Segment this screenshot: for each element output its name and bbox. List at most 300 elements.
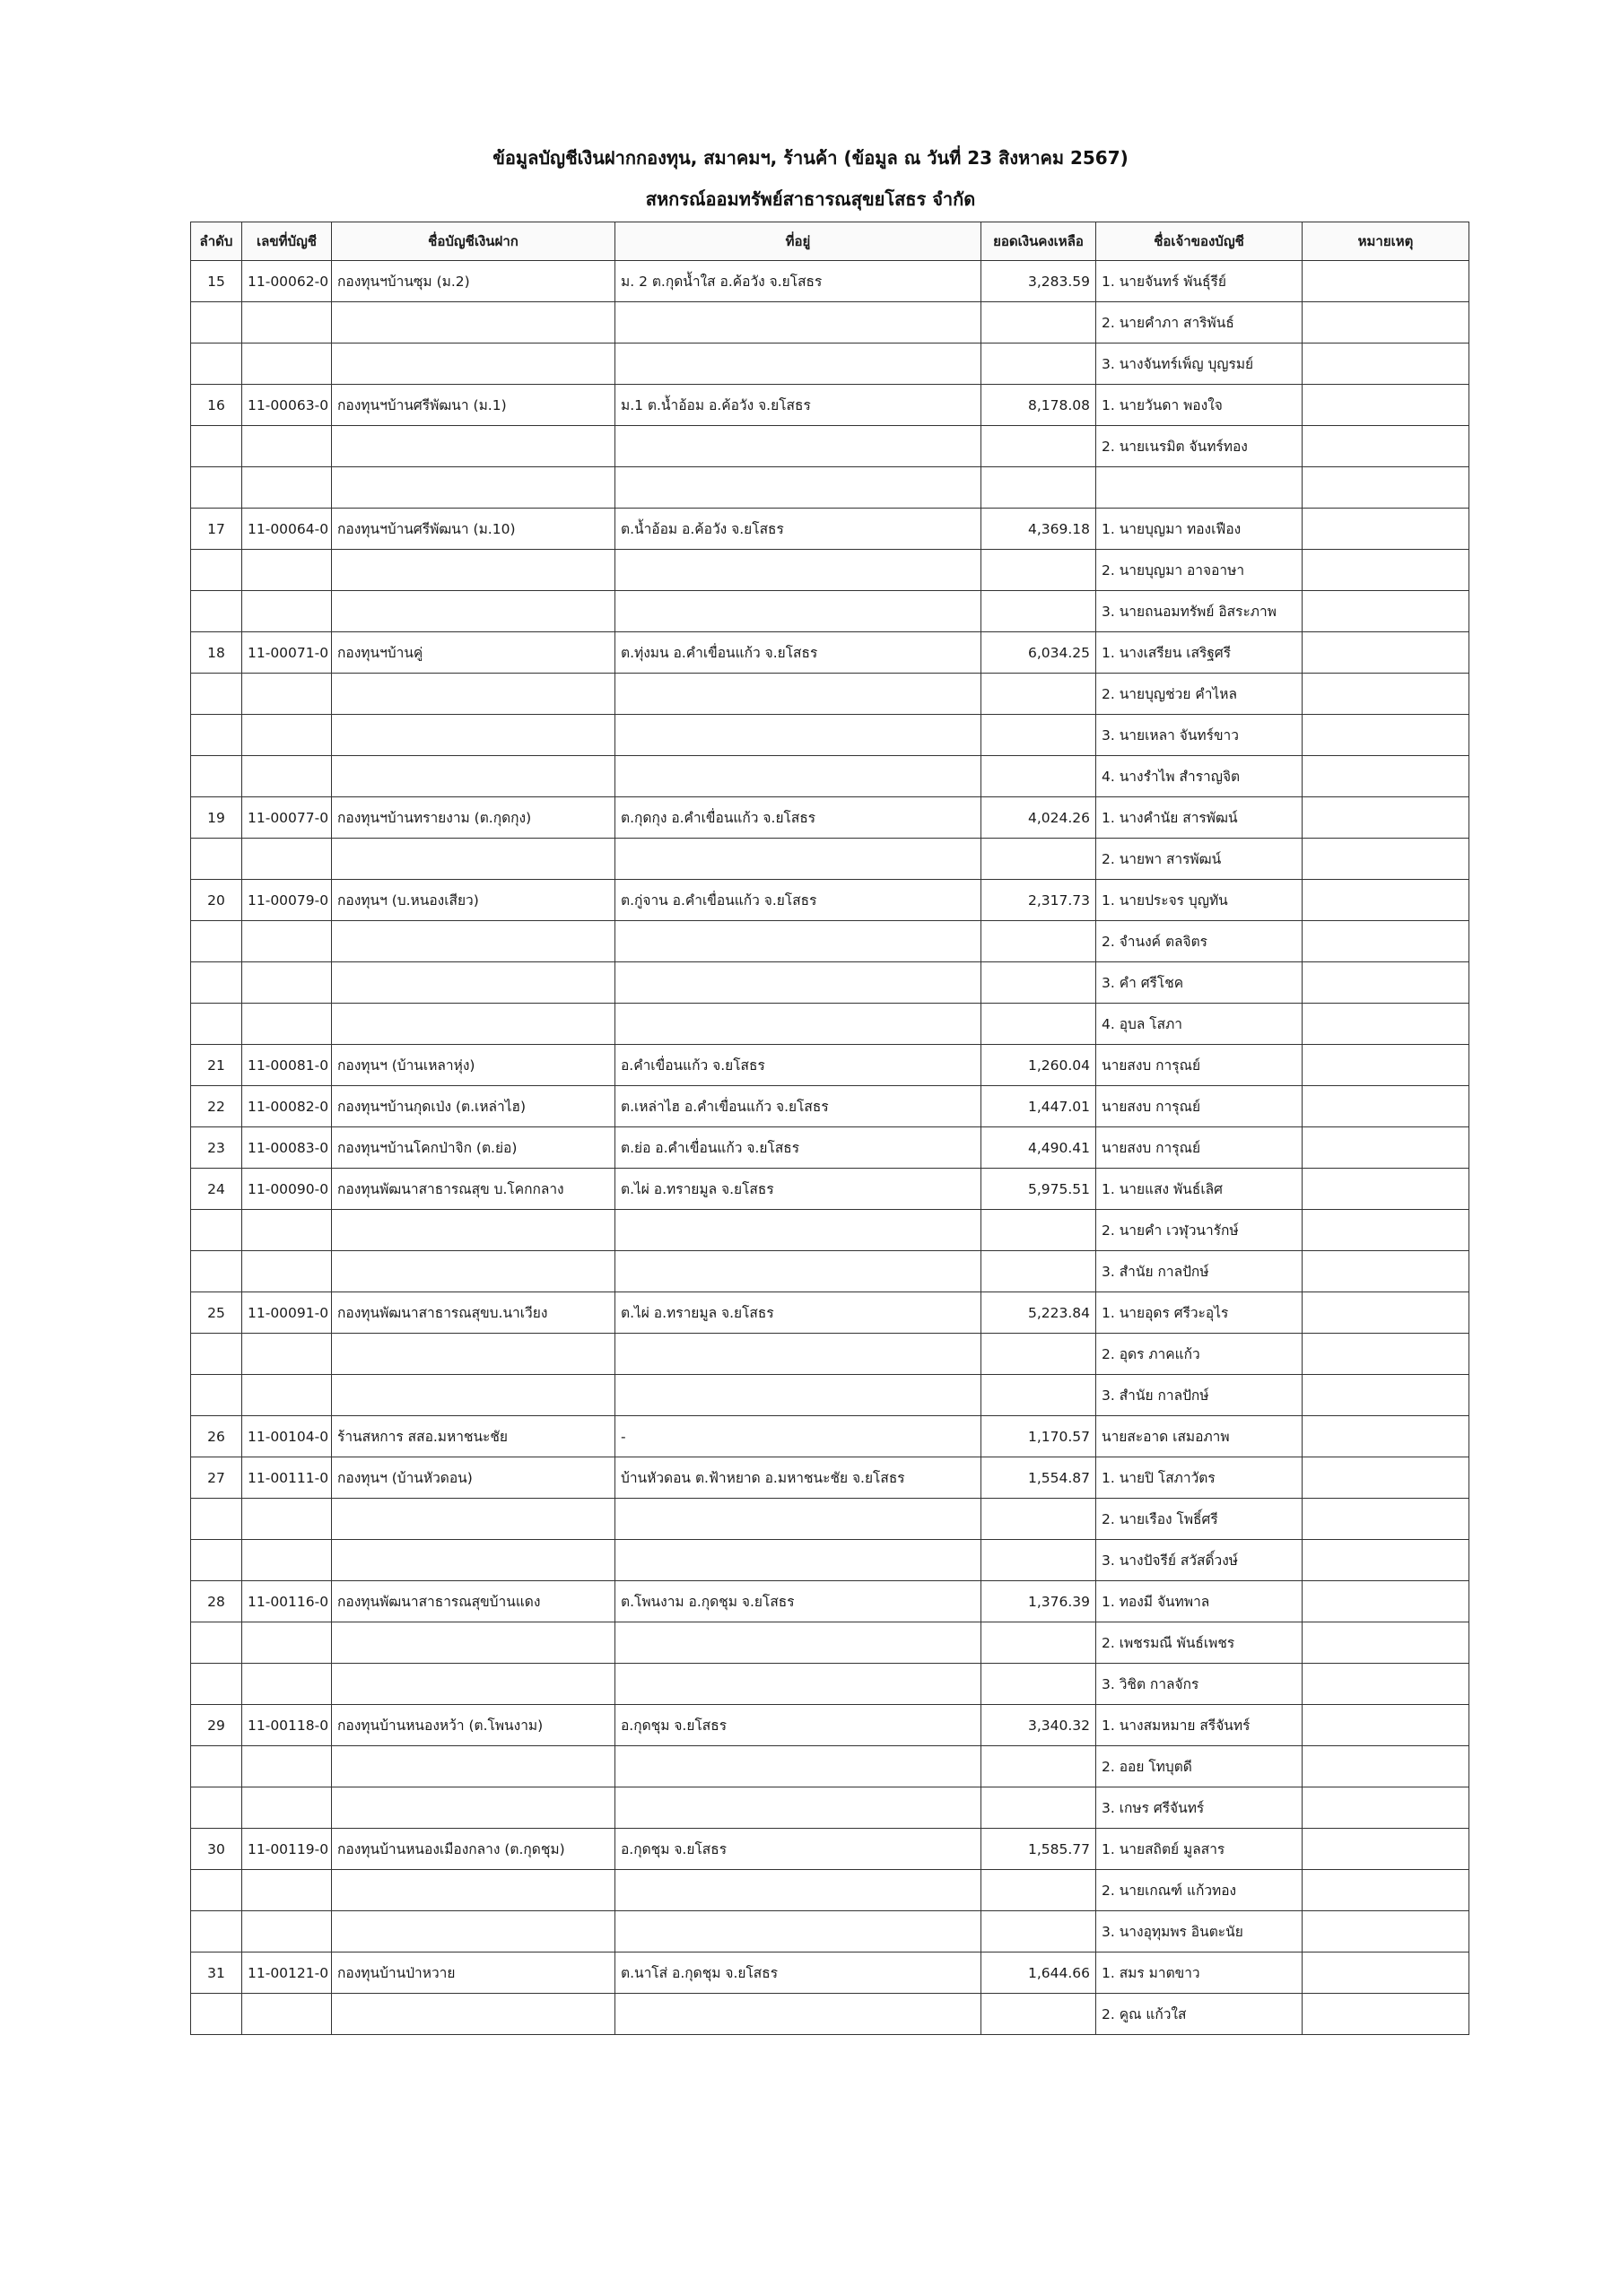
cell-owner: 1. นายวันดา พองใจ <box>1096 385 1303 426</box>
cell-address <box>615 1334 981 1375</box>
cell-account-no <box>242 715 332 756</box>
table-row <box>191 591 1469 632</box>
cell-remark <box>1303 1210 1469 1251</box>
cell-account-no: 11-00062-0 <box>242 261 332 302</box>
table-row <box>191 839 1469 880</box>
cell-balance <box>981 839 1096 880</box>
cell-account-name <box>332 1870 615 1911</box>
cell-owner: 2. เพชรมณี พันธ์เพชร <box>1096 1622 1303 1664</box>
cell-owner: 1. นายสถิตย์ มูลสาร <box>1096 1829 1303 1870</box>
cell-account-name <box>332 1334 615 1375</box>
cell-no <box>191 1664 242 1705</box>
cell-balance <box>981 1994 1096 2035</box>
cell-account-name <box>332 591 615 632</box>
cell-remark <box>1303 1169 1469 1210</box>
cell-no <box>191 591 242 632</box>
cell-balance <box>981 674 1096 715</box>
cell-account-no <box>242 674 332 715</box>
cell-address: ต.น้ำอ้อม อ.ค้อวัง จ.ยโสธร <box>615 509 981 550</box>
cell-owner: 3. นางปัจรีย์ สวัสดิ์วงษ์ <box>1096 1540 1303 1581</box>
cell-balance: 4,369.18 <box>981 509 1096 550</box>
cell-account-no <box>242 839 332 880</box>
cell-account-name: กองทุนฯ (บ้านเหลาหุ่ง) <box>332 1045 615 1086</box>
cell-address: ต.นาโส่ อ.กุดชุม จ.ยโสธร <box>615 1952 981 1994</box>
cell-account-no: 11-00119-0 <box>242 1829 332 1870</box>
cell-account-name <box>332 1210 615 1251</box>
cell-no <box>191 1334 242 1375</box>
cell-no: 18 <box>191 632 242 674</box>
cell-balance <box>981 756 1096 797</box>
cell-account-no <box>242 1664 332 1705</box>
cell-account-no: 11-00081-0 <box>242 1045 332 1086</box>
cell-account-name <box>332 921 615 962</box>
cell-no <box>191 839 242 880</box>
table-row <box>191 1499 1469 1540</box>
cell-balance <box>981 467 1096 509</box>
cell-balance <box>981 344 1096 385</box>
cell-owner: 1. นางคำนัย สารพัฒน์ <box>1096 797 1303 839</box>
table-row <box>191 1416 1469 1457</box>
cell-account-name: กองทุนฯบ้านศรีพัฒนา (ม.1) <box>332 385 615 426</box>
cell-account-no <box>242 1870 332 1911</box>
cell-balance <box>981 1622 1096 1664</box>
cell-no: 20 <box>191 880 242 921</box>
cell-account-name <box>332 715 615 756</box>
cell-address: ต.กู่จาน อ.คำเขื่อนแก้ว จ.ยโสธร <box>615 880 981 921</box>
cell-address: - <box>615 1416 981 1457</box>
cell-remark <box>1303 1911 1469 1952</box>
cell-remark <box>1303 1045 1469 1086</box>
col-header-remark: หมายเหตุ <box>1303 222 1469 261</box>
cell-address: อ.คำเขื่อนแก้ว จ.ยโสธร <box>615 1045 981 1086</box>
cell-remark <box>1303 1829 1469 1870</box>
cell-remark <box>1303 1870 1469 1911</box>
accounts-table <box>190 222 1469 2035</box>
cell-account-name <box>332 1499 615 1540</box>
cell-balance: 1,554.87 <box>981 1457 1096 1499</box>
cell-owner: 3. นางจันทร์เพ็ญ บุญรมย์ <box>1096 344 1303 385</box>
cell-owner: 3. เกษร ศรีจันทร์ <box>1096 1787 1303 1829</box>
cell-account-no: 11-00082-0 <box>242 1086 332 1127</box>
cell-account-name <box>332 1994 615 2035</box>
cell-no <box>191 1746 242 1787</box>
cell-address: ต.ย่อ อ.คำเขื่อนแก้ว จ.ยโสธร <box>615 1127 981 1169</box>
cell-no: 22 <box>191 1086 242 1127</box>
cell-no <box>191 1911 242 1952</box>
cell-address <box>615 1375 981 1416</box>
cell-owner: 1. นางเสรียน เสริฐศรี <box>1096 632 1303 674</box>
cell-remark <box>1303 1416 1469 1457</box>
cell-address: ต.โพนงาม อ.กุดชุม จ.ยโสธร <box>615 1581 981 1622</box>
cell-account-name: กองทุนบ้านป่าหวาย <box>332 1952 615 1994</box>
cell-address <box>615 1622 981 1664</box>
cell-account-name: กองทุนฯบ้านซุม (ม.2) <box>332 261 615 302</box>
cell-no <box>191 1787 242 1829</box>
cell-remark <box>1303 467 1469 509</box>
cell-owner: 3. คำ ศรีโชค <box>1096 962 1303 1004</box>
table-row <box>191 467 1469 509</box>
table-row <box>191 1870 1469 1911</box>
cell-no <box>191 1994 242 2035</box>
table-row <box>191 1086 1469 1127</box>
cell-account-no <box>242 1746 332 1787</box>
table-row <box>191 550 1469 591</box>
table-row <box>191 1705 1469 1746</box>
cell-owner: 1. นางสมหมาย สรีจันทร์ <box>1096 1705 1303 1746</box>
cell-account-no: 11-00118-0 <box>242 1705 332 1746</box>
cell-balance <box>981 715 1096 756</box>
cell-remark <box>1303 1705 1469 1746</box>
cell-balance: 3,283.59 <box>981 261 1096 302</box>
cell-account-no <box>242 1787 332 1829</box>
cell-account-name: กองทุนฯบ้านกุดเป่ง (ต.เหล่าไฮ) <box>332 1086 615 1127</box>
cell-account-name <box>332 839 615 880</box>
cell-account-name <box>332 426 615 467</box>
table-row <box>191 1540 1469 1581</box>
cell-account-name: กองทุนฯบ้านโคกป่าจิก (ต.ย่อ) <box>332 1127 615 1169</box>
table-row <box>191 1334 1469 1375</box>
cell-account-no: 11-00063-0 <box>242 385 332 426</box>
cell-balance <box>981 550 1096 591</box>
cell-balance <box>981 1499 1096 1540</box>
table-row <box>191 1911 1469 1952</box>
cell-address: ต.ไผ่ อ.ทรายมูล จ.ยโสธร <box>615 1169 981 1210</box>
table-row <box>191 674 1469 715</box>
cell-balance: 1,260.04 <box>981 1045 1096 1086</box>
cell-remark <box>1303 797 1469 839</box>
cell-owner: 3. วิชิต กาลจักร <box>1096 1664 1303 1705</box>
cell-owner: 2. นายพา สารพัฒน์ <box>1096 839 1303 880</box>
cell-address: บ้านหัวดอน ต.ฟ้าหยาด อ.มหาชนะชัย จ.ยโสธร <box>615 1457 981 1499</box>
cell-owner: 1. นายบุญมา ทองเฟือง <box>1096 509 1303 550</box>
cell-no <box>191 1210 242 1251</box>
table-row <box>191 509 1469 550</box>
cell-address: อ.กุดชุม จ.ยโสธร <box>615 1705 981 1746</box>
cell-no <box>191 1375 242 1416</box>
cell-no: 25 <box>191 1292 242 1334</box>
cell-owner: นายสงบ การุณย์ <box>1096 1127 1303 1169</box>
cell-no <box>191 1540 242 1581</box>
table-row <box>191 1787 1469 1829</box>
cell-account-name: กองทุนฯบ้านศรีพัฒนา (ม.10) <box>332 509 615 550</box>
table-row <box>191 1004 1469 1045</box>
cell-account-no <box>242 1499 332 1540</box>
cell-remark <box>1303 1334 1469 1375</box>
cell-address <box>615 756 981 797</box>
cell-owner: นายสงบ การุณย์ <box>1096 1045 1303 1086</box>
cell-owner: 2. คูณ แก้วใส <box>1096 1994 1303 2035</box>
cell-balance: 2,317.73 <box>981 880 1096 921</box>
cell-account-name: กองทุนพัฒนาสาธารณสุขบ.นาเวียง <box>332 1292 615 1334</box>
cell-balance <box>981 1004 1096 1045</box>
cell-remark <box>1303 344 1469 385</box>
table-row <box>191 1127 1469 1169</box>
cell-address <box>615 344 981 385</box>
table-row <box>191 1457 1469 1499</box>
cell-account-no <box>242 344 332 385</box>
cell-address <box>615 1004 981 1045</box>
cell-owner: 3. นางอุทุมพร อินตะนัย <box>1096 1911 1303 1952</box>
cell-balance <box>981 962 1096 1004</box>
cell-remark <box>1303 261 1469 302</box>
cell-no: 28 <box>191 1581 242 1622</box>
table-row <box>191 1169 1469 1210</box>
cell-account-no <box>242 467 332 509</box>
table-row <box>191 1210 1469 1251</box>
cell-balance <box>981 1746 1096 1787</box>
cell-account-no: 11-00077-0 <box>242 797 332 839</box>
cell-balance <box>981 921 1096 962</box>
cell-remark <box>1303 1251 1469 1292</box>
cell-account-name: กองทุนฯบ้านทรายงาม (ต.กุดกุง) <box>332 797 615 839</box>
table-row <box>191 385 1469 426</box>
cell-address <box>615 962 981 1004</box>
table-row <box>191 632 1469 674</box>
cell-address <box>615 1787 981 1829</box>
cell-owner: 3. นายถนอมทรัพย์ อิสระภาพ <box>1096 591 1303 632</box>
cell-no: 26 <box>191 1416 242 1457</box>
cell-no <box>191 302 242 344</box>
cell-owner: 4. อุบล โสภา <box>1096 1004 1303 1045</box>
cell-account-name <box>332 1787 615 1829</box>
cell-account-no <box>242 921 332 962</box>
cell-owner: 3. นายเหลา จันทร์ขาว <box>1096 715 1303 756</box>
cell-account-name: กองทุนบ้านหนองเมืองกลาง (ต.กุดชุม) <box>332 1829 615 1870</box>
cell-balance <box>981 302 1096 344</box>
cell-account-name: กองทุนพัฒนาสาธารณสุขบ้านแดง <box>332 1581 615 1622</box>
cell-owner: 1. นายแสง พันธ์เลิศ <box>1096 1169 1303 1210</box>
cell-account-no: 11-00116-0 <box>242 1581 332 1622</box>
table-row <box>191 1952 1469 1994</box>
cell-owner: นายสะอาด เสมอภาพ <box>1096 1416 1303 1457</box>
table-row <box>191 1045 1469 1086</box>
cell-address <box>615 426 981 467</box>
cell-address: อ.กุดชุม จ.ยโสธร <box>615 1829 981 1870</box>
cell-no <box>191 467 242 509</box>
cell-owner <box>1096 467 1303 509</box>
table-row <box>191 1994 1469 2035</box>
cell-account-no: 11-00111-0 <box>242 1457 332 1499</box>
cell-account-no <box>242 756 332 797</box>
cell-balance: 3,340.32 <box>981 1705 1096 1746</box>
cell-account-name <box>332 1540 615 1581</box>
cell-account-name <box>332 1375 615 1416</box>
table-row <box>191 921 1469 962</box>
cell-no: 31 <box>191 1952 242 1994</box>
table-row <box>191 261 1469 302</box>
cell-account-no <box>242 1251 332 1292</box>
cell-no <box>191 1499 242 1540</box>
cell-owner: 3. สำนัย กาลปักษ์ <box>1096 1375 1303 1416</box>
col-header-account-name: ชื่อบัญชีเงินฝาก <box>332 222 615 261</box>
cell-account-no: 11-00064-0 <box>242 509 332 550</box>
cell-account-no: 11-00071-0 <box>242 632 332 674</box>
table-row <box>191 344 1469 385</box>
cell-balance: 1,644.66 <box>981 1952 1096 1994</box>
cell-no <box>191 1251 242 1292</box>
cell-address <box>615 1664 981 1705</box>
cell-account-no <box>242 1622 332 1664</box>
cell-remark <box>1303 1375 1469 1416</box>
cell-balance <box>981 1375 1096 1416</box>
cell-balance <box>981 1787 1096 1829</box>
cell-no <box>191 426 242 467</box>
cell-no <box>191 1622 242 1664</box>
cell-owner: 2. อุดร ภาคแก้ว <box>1096 1334 1303 1375</box>
cell-address <box>615 1499 981 1540</box>
cell-address <box>615 839 981 880</box>
cell-address: ม. 2 ต.กุดน้ำใส อ.ค้อวัง จ.ยโสธร <box>615 261 981 302</box>
cell-balance <box>981 1664 1096 1705</box>
cell-balance <box>981 1334 1096 1375</box>
cell-remark <box>1303 509 1469 550</box>
table-row <box>191 1375 1469 1416</box>
table-row <box>191 1664 1469 1705</box>
cell-account-name: กองทุนพัฒนาสาธารณสุข บ.โคกกลาง <box>332 1169 615 1210</box>
cell-owner: 3. สำนัย กาลปักษ์ <box>1096 1251 1303 1292</box>
cell-account-name <box>332 1664 615 1705</box>
cell-balance: 4,490.41 <box>981 1127 1096 1169</box>
table-row <box>191 426 1469 467</box>
cell-address <box>615 1870 981 1911</box>
table-body <box>191 261 1469 2035</box>
cell-account-no: 11-00079-0 <box>242 880 332 921</box>
cell-account-name <box>332 344 615 385</box>
cell-balance <box>981 1251 1096 1292</box>
col-header-owner: ชื่อเจ้าของบัญชี <box>1096 222 1303 261</box>
cell-address <box>615 591 981 632</box>
cell-balance: 1,170.57 <box>981 1416 1096 1457</box>
col-header-balance: ยอดเงินคงเหลือ <box>981 222 1096 261</box>
cell-remark <box>1303 880 1469 921</box>
cell-account-no <box>242 1994 332 2035</box>
cell-remark <box>1303 632 1469 674</box>
cell-remark <box>1303 591 1469 632</box>
cell-address <box>615 1746 981 1787</box>
cell-address <box>615 1540 981 1581</box>
cell-address <box>615 1251 981 1292</box>
cell-account-no: 11-00121-0 <box>242 1952 332 1994</box>
col-header-no: ลำดับ <box>191 222 242 261</box>
cell-account-no <box>242 550 332 591</box>
cell-no: 23 <box>191 1127 242 1169</box>
cell-owner: 1. สมร มาตขาว <box>1096 1952 1303 1994</box>
cell-balance: 5,223.84 <box>981 1292 1096 1334</box>
table-row <box>191 880 1469 921</box>
cell-address <box>615 715 981 756</box>
cell-account-no: 11-00104-0 <box>242 1416 332 1457</box>
col-header-address: ที่อยู่ <box>615 222 981 261</box>
cell-no <box>191 344 242 385</box>
cell-owner: 1. นายปิ โสภาวัตร <box>1096 1457 1303 1499</box>
cell-remark <box>1303 921 1469 962</box>
cell-account-name <box>332 674 615 715</box>
cell-remark <box>1303 839 1469 880</box>
cell-account-no <box>242 1210 332 1251</box>
cell-no <box>191 921 242 962</box>
cell-no <box>191 674 242 715</box>
cell-remark <box>1303 302 1469 344</box>
cell-no <box>191 1004 242 1045</box>
cell-address: ม.1 ต.น้ำอ้อม อ.ค้อวัง จ.ยโสธร <box>615 385 981 426</box>
cell-account-name <box>332 1622 615 1664</box>
cell-account-name <box>332 467 615 509</box>
cell-remark <box>1303 1292 1469 1334</box>
cell-account-name: ร้านสหการ สสอ.มหาชนะชัย <box>332 1416 615 1457</box>
table-row <box>191 797 1469 839</box>
cell-no <box>191 1870 242 1911</box>
cell-address: ต.ทุ่งมน อ.คำเขื่อนแก้ว จ.ยโสธร <box>615 632 981 674</box>
cell-balance: 1,447.01 <box>981 1086 1096 1127</box>
cell-remark <box>1303 1086 1469 1127</box>
table-row <box>191 715 1469 756</box>
cell-no: 30 <box>191 1829 242 1870</box>
cell-no: 16 <box>191 385 242 426</box>
cell-owner: 4. นางรำไพ สำราญจิต <box>1096 756 1303 797</box>
cell-remark <box>1303 1581 1469 1622</box>
table-row <box>191 1292 1469 1334</box>
cell-account-no <box>242 1911 332 1952</box>
cell-balance <box>981 1911 1096 1952</box>
cell-remark <box>1303 1952 1469 1994</box>
cell-owner: 2. นายคำ เวฬุวนารักษ์ <box>1096 1210 1303 1251</box>
cell-account-no <box>242 962 332 1004</box>
cell-account-no <box>242 591 332 632</box>
cell-remark <box>1303 674 1469 715</box>
cell-remark <box>1303 1622 1469 1664</box>
cell-account-no <box>242 1004 332 1045</box>
cell-no: 29 <box>191 1705 242 1746</box>
cell-remark <box>1303 1004 1469 1045</box>
cell-remark <box>1303 1499 1469 1540</box>
cell-account-name <box>332 1746 615 1787</box>
cell-owner: 2. ออย โทบุตดี <box>1096 1746 1303 1787</box>
cell-no: 27 <box>191 1457 242 1499</box>
cell-balance: 8,178.08 <box>981 385 1096 426</box>
cell-account-name <box>332 756 615 797</box>
cell-remark <box>1303 756 1469 797</box>
cell-balance: 4,024.26 <box>981 797 1096 839</box>
cell-balance <box>981 1540 1096 1581</box>
cell-no <box>191 715 242 756</box>
table-row <box>191 756 1469 797</box>
cell-account-name <box>332 1911 615 1952</box>
cell-account-name: กองทุนบ้านหนองหว้า (ต.โพนงาม) <box>332 1705 615 1746</box>
document-subtitle: สหกรณ์ออมทรัพย์สาธารณสุขยโสธร จำกัด <box>645 188 976 210</box>
table-row <box>191 302 1469 344</box>
cell-address: ต.เหล่าไฮ อ.คำเขื่อนแก้ว จ.ยโสธร <box>615 1086 981 1127</box>
cell-account-no <box>242 1375 332 1416</box>
cell-no: 24 <box>191 1169 242 1210</box>
cell-remark <box>1303 715 1469 756</box>
cell-account-name: กองทุนฯ (บ.หนองเสียว) <box>332 880 615 921</box>
cell-owner: 2. นายเรือง โพธิ์ศรี <box>1096 1499 1303 1540</box>
cell-no: 15 <box>191 261 242 302</box>
cell-account-no: 11-00090-0 <box>242 1169 332 1210</box>
table-row <box>191 1829 1469 1870</box>
cell-owner: 1. ทองมี จันทพาล <box>1096 1581 1303 1622</box>
cell-address <box>615 921 981 962</box>
cell-remark <box>1303 426 1469 467</box>
col-header-account-no: เลขที่บัญชี <box>242 222 332 261</box>
cell-owner: 2. จำนงค์ ตลจิตร <box>1096 921 1303 962</box>
cell-remark <box>1303 1127 1469 1169</box>
cell-balance: 5,975.51 <box>981 1169 1096 1210</box>
cell-remark <box>1303 1994 1469 2035</box>
cell-remark <box>1303 1787 1469 1829</box>
cell-owner: 1. นายจันทร์ พันธุ์รีย์ <box>1096 261 1303 302</box>
cell-owner: 1. นายประจร บุญทัน <box>1096 880 1303 921</box>
